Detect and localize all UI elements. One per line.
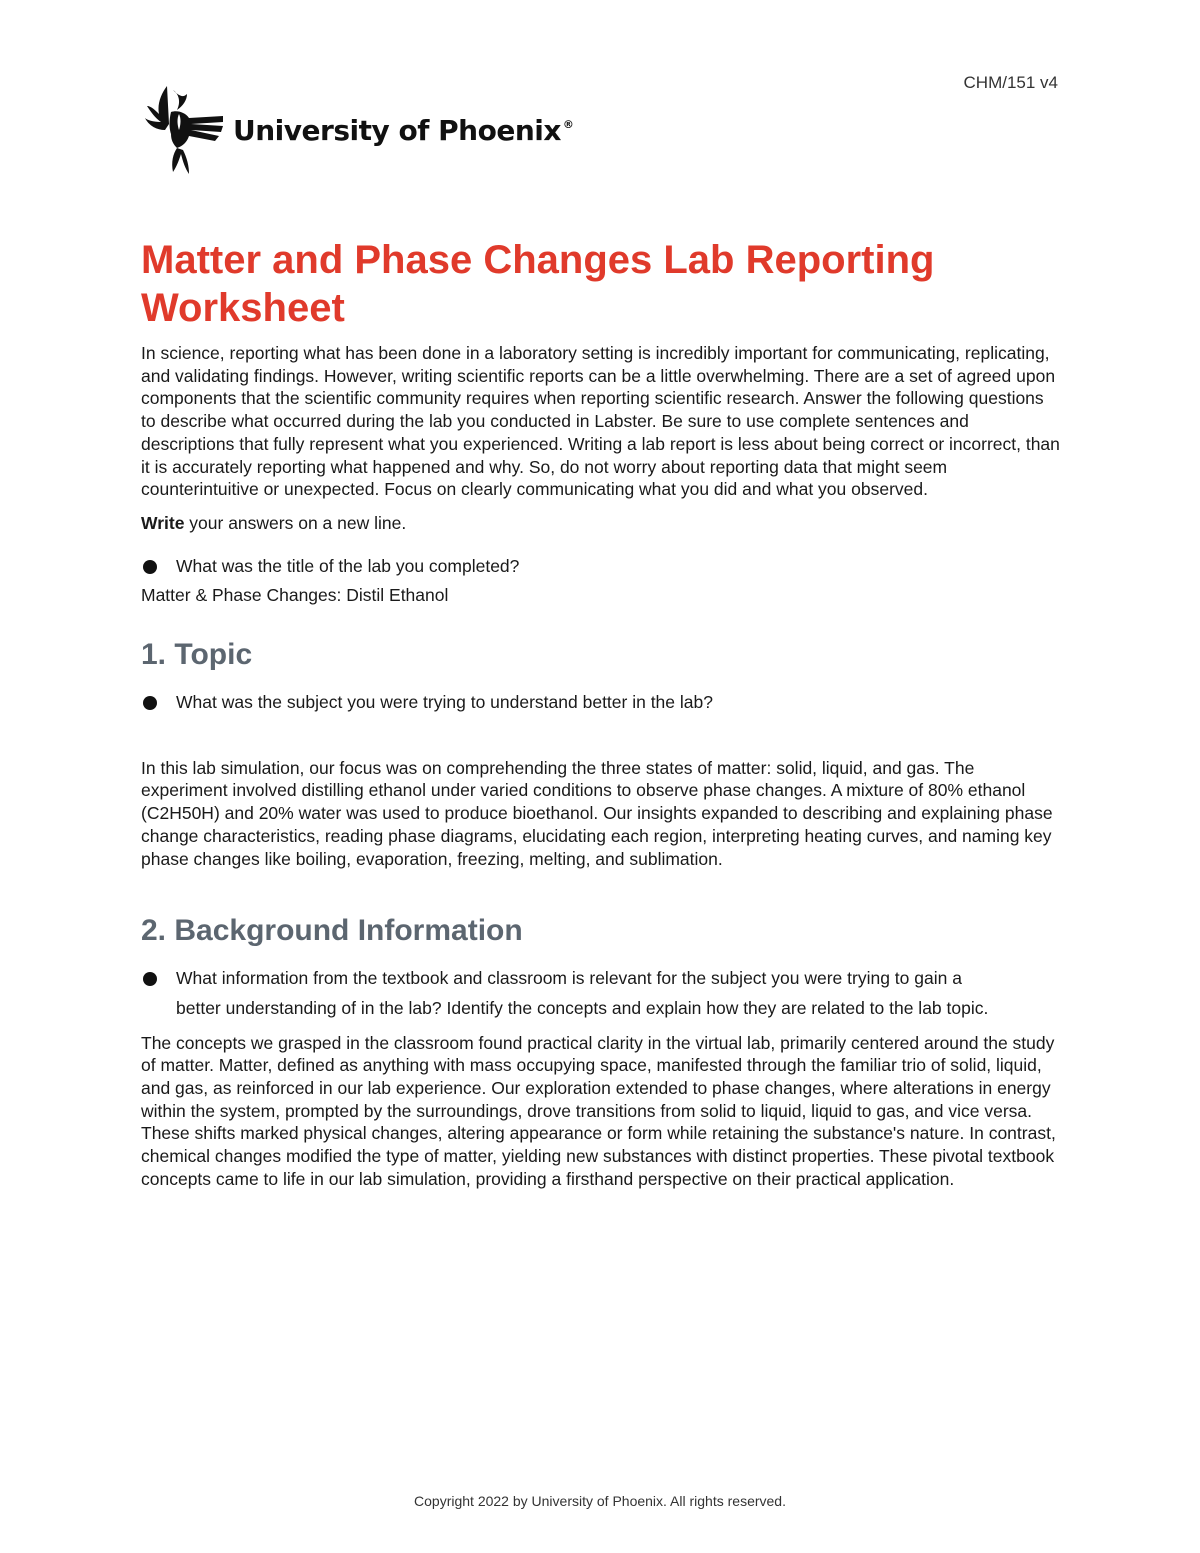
topic-question bbox=[141, 691, 1061, 714]
background-question bbox=[141, 967, 1061, 1019]
document-title: Matter and Phase Changes Lab Reporting Worksheet bbox=[141, 238, 935, 330]
lab-title-answer: Matter & Phase Changes: Distil Ethanol bbox=[141, 585, 449, 606]
lab-title-question bbox=[141, 555, 1061, 578]
topic-answer: In this lab simulation, our focus was on comprehending the three states of matter: solid, liquid, and gas. The experiment involved distilling ethanol under varied conditions to observe phase changes. A mixture of 80% ethanol (C2H50H) and 20% water was used to produce bioethanol. Our insights expanded to describing and explaining phase change characteristics, reading phase diagrams, elucidating each region, interpreting heating curves, and naming key phase changes like boiling, evaporation, freezing, melting, and sublimation. bbox=[141, 757, 1053, 869]
document-body bbox=[141, 236, 1061, 1191]
section-heading-topic: 1. Topic bbox=[141, 638, 253, 672]
bullet-icon bbox=[143, 972, 157, 986]
phoenix-logo-icon bbox=[143, 84, 225, 176]
instruction-rest: your answers on a new line. bbox=[184, 512, 407, 533]
registered-mark: ® bbox=[562, 117, 574, 131]
question-line-2: better understanding of in the lab? Identify the concepts and explain how they are related to the lab topic. bbox=[176, 997, 989, 1018]
intro-paragraph: In science, reporting what has been done in a laboratory setting is incredibly important for communicating, replicating, and validating findings. However, writing scientific reports can be a little overwhelming. There are a set of agreed upon components that the scientific community requires when reporting scientific research. Answer the following questions to describe what occurred during the lab you conducted in Labster. Be sure to use complete sentences and descriptions that fully represent what you experienced. Writing a lab report is less about being correct or incorrect, than it is accurately reporting what happened and why. So, do not worry about reporting data that might seem counterintuitive or unexpected. Focus on clearly communicating what you did and what you observed. bbox=[141, 343, 1060, 500]
instruction-line bbox=[141, 512, 1061, 535]
instruction-bold: Write bbox=[141, 512, 185, 533]
logo-text: University of Phoenix bbox=[233, 113, 561, 147]
copyright-footer: Copyright 2022 by University of Phoenix. All rights reserved. bbox=[414, 1493, 786, 1509]
question-text: What was the title of the lab you completed? bbox=[176, 555, 520, 576]
background-answer: The concepts we grasped in the classroom found practical clarity in the virtual lab, primarily centered around the study of matter. Matter, defined as anything with mass occupying space, manifested through the familiar trio of solid, liquid, and gas, as reinforced in our lab experience. Our exploration extended to phase changes, where alterations in energy within the system, prompted by the surroundings, drove transitions from solid to liquid, liquid to gas, and vice versa. These shifts marked physical changes, altering appearance or form while retaining the substance's nature. In contrast, chemical changes modified the type of matter, yielding new substances with distinct properties. These pivotal textbook concepts came to life in our lab simulation, providing a firsthand perspective on their practical application. bbox=[141, 1032, 1056, 1189]
bullet-icon bbox=[143, 560, 157, 574]
logo-wordmark bbox=[233, 114, 573, 147]
bullet-icon bbox=[143, 696, 157, 710]
section-heading-background: 2. Background Information bbox=[141, 914, 523, 948]
question-text bbox=[176, 967, 1061, 1019]
question-text: What was the subject you were trying to understand better in the lab? bbox=[176, 692, 713, 713]
university-logo bbox=[143, 84, 573, 176]
question-line-1: What information from the textbook and classroom is relevant for the subject you were trying to gain a bbox=[176, 968, 962, 989]
course-code: CHM/151 v4 bbox=[963, 73, 1058, 92]
